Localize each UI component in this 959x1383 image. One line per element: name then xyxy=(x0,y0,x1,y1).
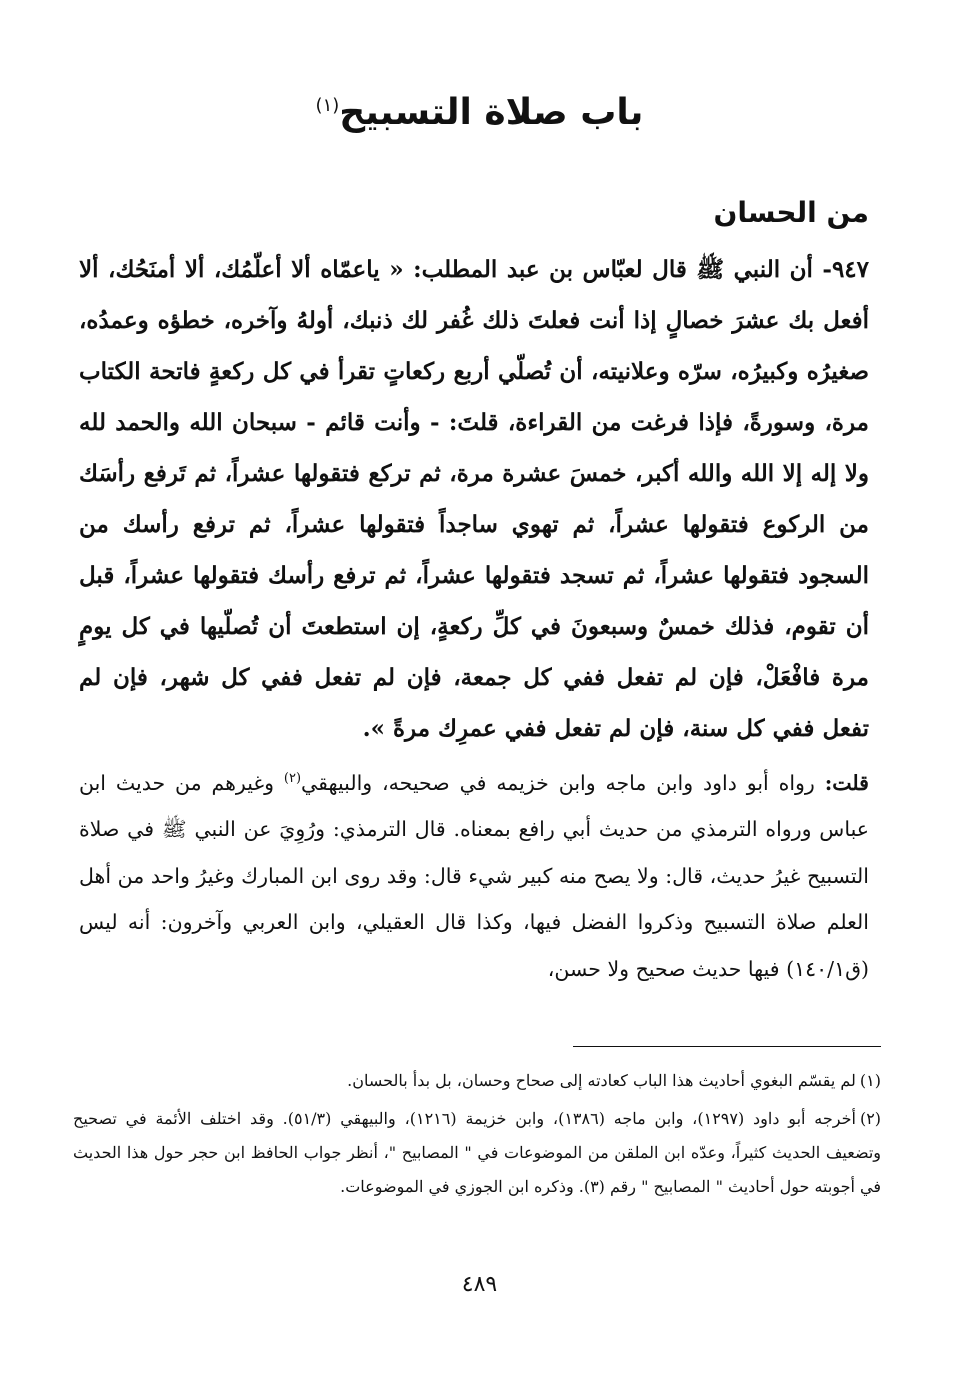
commentary-part2: وغيرهم من حديث ابن عباس ورواه الترمذي من حديث أبي رافع بمعناه. قال الترمذي: ورُوِيَ عن النبي ﷺ في صلاة التسبيح غيرُ حديث، قال: ولا يصح منه كبير شيء قال: وقد روى ابن المبارك وغيرُ واحد من أهل العلم صلاة التسبيح وذكروا الفضل فيها، وكذا قال العقيلي، وابن العربي وآخرون: أنه ليس (ق١٤٠/١) فيها حديث صحيح ولا حسن، xyxy=(79,770,869,981)
footnote-separator xyxy=(573,1046,881,1047)
page-number: ٤٨٩ xyxy=(461,1272,498,1297)
footnote-2-text: أخرجه أبو داود (١٢٩٧)، وابن ماجه (١٣٨٦)، وابن خزيمة (١٢١٦)، والبيهقي (٥١/٣). وقد اختلف الأئمة في تصحيح وتضعيف الحديث كثيراً، وعدّه ابن الملقن من الموضوعات في " المصابيح "، أنظر جواب الحافظ ابن حجر حول هذا الحديث في أجوبته حول أحاديث " المصابيح " رقم (٣). وذكره ابن الجوزي في الموضوعات. xyxy=(73,1109,882,1196)
footnote-2 xyxy=(73,1102,881,1204)
commentary-lead: قلت: xyxy=(824,770,869,795)
chapter-title xyxy=(0,92,959,133)
chapter-title-text: باب صلاة التسبيح xyxy=(339,92,644,133)
footnote-2-number: (٢) xyxy=(859,1109,882,1128)
footnote-1-text: لم يقسّم البغوي أحاديث هذا الباب كعادته إلى صحاح وحسان، بل بدأ بالحسان. xyxy=(347,1071,856,1090)
chapter-title-footnote-ref: (١) xyxy=(315,95,340,116)
commentary-paragraph xyxy=(79,756,869,992)
section-heading: من الحسان xyxy=(713,196,869,229)
footnote-1-number: (١) xyxy=(859,1071,881,1090)
footnote-1 xyxy=(73,1064,881,1098)
hadith-text: ٩٤٧- أن النبي ﷺ قال لعبّاس بن عبد المطلب: « ياعمّاه ألا أعلّمُك، ألا أمنَحُك، ألا أفعل بك عشرَ خصالٍ إذا أنت فعلتَ ذلك غُفر لك ذنبك، أولهُ وآخره، خطؤه وعمدُه، صغيرُه وكبيرُه، سرّه وعلانيته، أن تُصلّي أربع ركعاتٍ تقرأ في كل ركعةٍ فاتحة الكتاب مرة، وسورةً، فإذا فرغت من القراءة، قلتَ: - وأنت قائم - سبحان الله والحمد لله ولا إله إلا الله والله أكبر، خمسَ عشرة مرة، ثم تركع فتقولها عشراً، ثم تَرفع رأسَك من الركوع فتقولها عشراً، ثم تهوي ساجداً فتقولها عشراً، ثم ترفع رأسك من السجود فتقولها عشراً، ثم تسجد فتقولها عشراً، ثم ترفع رأسك فتقولها عشراً، قبل أن تقوم، فذلك خمسٌ وسبعونَ في كلِّ ركعةٍ، إن استطعتَ أن تُصلّيها في كل يومٍ مرة فافْعَلْ، فإن لم تفعل ففي كل جمعة، فإن لم تفعل ففي كل شهر، فإن لم تفعل ففي كل سنة، فإن لم تفعل ففي عمرِك مرةً ». xyxy=(79,256,869,742)
commentary-footnote-ref: (٢) xyxy=(283,771,302,786)
commentary-part1: رواه أبو داود وابن ماجه وابن خزيمه في صحيحه، والبيهقي xyxy=(301,770,825,795)
footnotes xyxy=(73,1064,881,1208)
